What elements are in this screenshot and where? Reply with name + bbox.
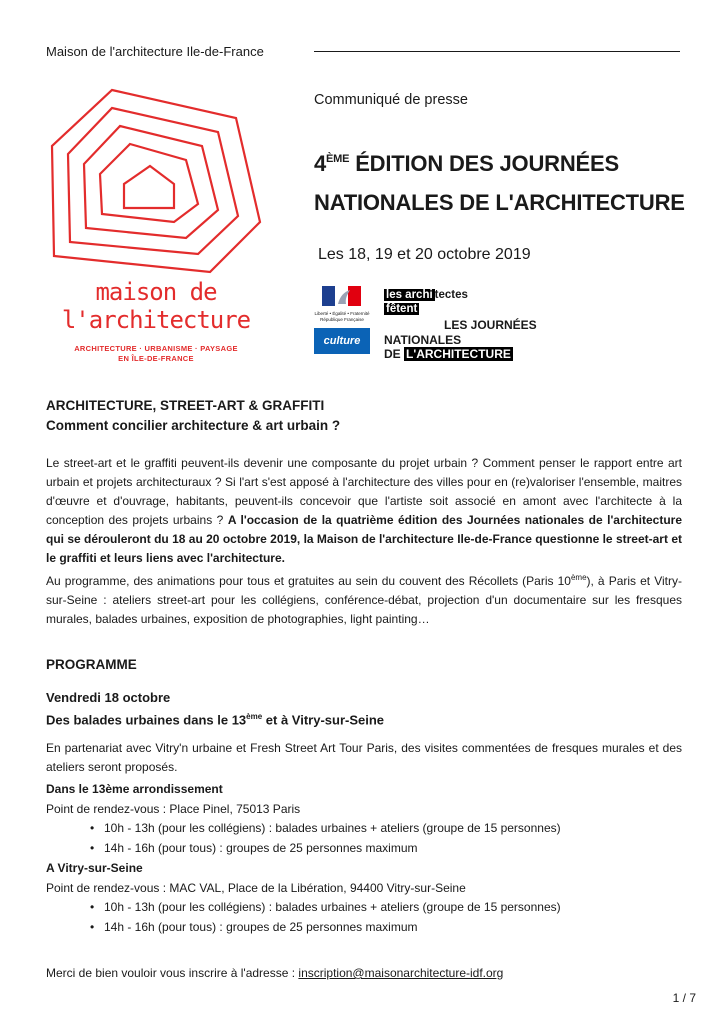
list-item: • 10h - 13h (pour les collégiens) : balades urbaines + ateliers (groupe de 15 personnes) [104, 898, 561, 918]
title-superscript: ÈME [326, 153, 350, 165]
location-block [46, 780, 561, 858]
event-sup: ème [246, 712, 263, 721]
list-item: • 14h - 16h (pour tous) : groupes de 25 personnes maximum [104, 839, 561, 859]
event-title-a: Des balades urbaines dans le 13 [46, 712, 247, 728]
jna-line3a: DE [384, 347, 405, 361]
location-title: A Vitry-sur-Seine [46, 861, 143, 875]
architectes-fetent-logo [384, 288, 468, 316]
marianne-flag-icon [314, 286, 370, 306]
event-title-b: et à Vitry-sur-Seine [262, 712, 385, 728]
header-rule [314, 51, 680, 52]
section-heading [46, 396, 340, 436]
location-meeting: Point de rendez-vous : Place Pinel, 75013 Paris [46, 801, 301, 816]
intro-programme-b: ), à Paris et Vitry-sur-Seine : ateliers street-art pour les collégiens, conférence-débat, projection d'un documentaire sur les fresques murales, balades urbaines, exposition de photographies, light painting… [46, 574, 683, 626]
document-type: Communiqué de presse [314, 92, 468, 108]
section-subtitle: Comment concilier architecture & art urbain ? [46, 418, 341, 433]
logo-tagline [46, 344, 266, 364]
marianne-motto: Liberté • Égalité • Fraternité [314, 311, 370, 316]
jna-line2: NATIONALES [384, 332, 462, 347]
location-block [46, 859, 561, 937]
marianne-logo-icon [314, 286, 370, 320]
intro-paragraph: Le street-art et le graffiti peuvent-ils devenir une composante du projet urbain ? Comment penser le rapport entre art urbain et projets architecturaux ? Si l'art s'est apposé à l'architecture des villes pour en (re)valoriser l'ensemble, maitres d'œuvre et d'ouvrage, habitants, peuvent-ils concevoir que l'artiste soit associé en amont avec l'architecte à la conception des projets urbains ? [46, 456, 682, 527]
list-item: • 14h - 16h (pour tous) : groupes de 25 personnes maximum [104, 918, 561, 938]
intro-sup: ème [570, 573, 587, 582]
location-meeting: Point de rendez-vous : MAC VAL, Place de la Libération, 94400 Vitry-sur-Seine [46, 880, 466, 895]
fetent-part-b: tectes [434, 289, 468, 301]
jna-line3b: L'ARCHITECTURE [406, 347, 511, 361]
culture-logo: culture [314, 328, 370, 354]
logo-line1: maison de [95, 278, 217, 306]
partner-paragraph: En partenariat avec Vitry'n urbaine et Fresh Street Art Tour Paris, des visites commentées de fresques murales et des ateliers seront proposés. [46, 741, 682, 774]
intro-highlight: A l'occasion de la quatrième édition des Journées nationales de l'architecture qui se dérouleront du 18 au 20 octobre 2019, la Maison de l'architecture Ile-de-France questionne le street-art et le graffiti et leurs liens avec l'architecture. [46, 513, 682, 565]
signup-text [46, 966, 503, 980]
location-title: Dans le 13ème arrondissement [46, 782, 223, 796]
title-line2: NATIONALES DE L'ARCHITECTURE [314, 190, 685, 215]
signup-label: Merci de bien vouloir vous inscrire à l'adresse : [46, 966, 299, 980]
jna-logo [384, 318, 537, 362]
event-dates: Les 18, 19 et 20 octobre 2019 [318, 246, 531, 263]
section-title: ARCHITECTURE, STREET-ART & GRAFFITI [46, 398, 325, 413]
day-label: Vendredi 18 octobre [46, 690, 171, 705]
marianne-country: République Française [320, 317, 364, 322]
page-title [314, 140, 685, 222]
logo-tagline-1: ARCHITECTURE · URBANISME · PAYSAGE [74, 344, 238, 353]
programme-day [46, 688, 384, 729]
organization-name: Maison de l'architecture Ile-de-France [46, 44, 264, 59]
page-number: 1 / 7 [672, 991, 696, 1005]
jna-line1: LES JOURNÉES [444, 318, 537, 332]
list-item: • 10h - 13h (pour les collégiens) : balades urbaines + ateliers (groupe de 15 personnes) [104, 819, 561, 839]
title-line1: ÉDITION DES JOURNÉES [349, 151, 619, 176]
fetent-part-a: les archi [386, 289, 433, 301]
logo-line2: l'architecture [61, 306, 251, 334]
logo-wordmark [46, 278, 266, 334]
title-number: 4 [314, 151, 327, 176]
logo-tagline-2: EN ÎLE-DE-FRANCE [118, 354, 194, 363]
fetent-part-c: fêtent [386, 303, 418, 315]
signup-email-link[interactable]: inscription@maisonarchitecture-idf.org [298, 966, 504, 980]
intro-programme-a: Au programme, des animations pour tous et gratuites au sein du couvent des Récollets (Paris 10 [46, 574, 571, 588]
programme-heading: PROGRAMME [46, 657, 137, 672]
house-logo-icon [48, 86, 264, 276]
intro-text [46, 454, 682, 629]
